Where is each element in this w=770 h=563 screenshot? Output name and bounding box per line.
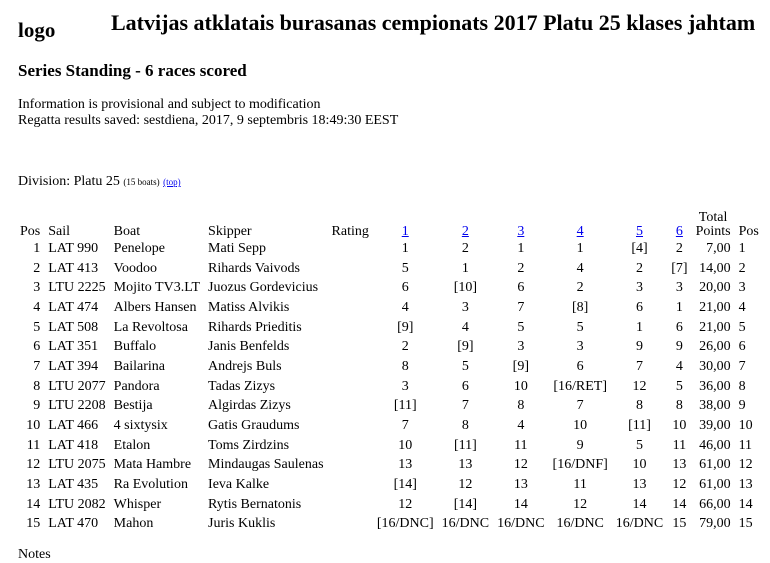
cell-sail: LAT 508 (48, 319, 99, 335)
cell-race-1: [11] (393, 398, 417, 414)
cell-race-6: 10 (672, 418, 687, 434)
cell-race-2: 2 (461, 240, 469, 256)
cell-race-4: 5 (576, 319, 584, 335)
cell-total-points: 26,00 (699, 339, 731, 355)
cell-pos: 6 (33, 339, 41, 355)
cell-race-3: 8 (517, 398, 525, 414)
cell-race-2: [14] (453, 496, 478, 512)
cell-race-1: 8 (401, 358, 409, 374)
cell-race-6: 5 (675, 378, 683, 394)
cell-sail: LAT 418 (48, 437, 99, 453)
cell-race-3: 2 (517, 260, 525, 276)
cell-race-2: [10] (453, 280, 478, 296)
cell-race-6: 15 (672, 516, 687, 532)
cell-total-points: 21,00 (699, 299, 731, 315)
cell-total-points: 61,00 (699, 457, 731, 473)
page-title: Latvijas atklatais burasanas cempionats 2017 Platu 25 klases jahtam (111, 10, 756, 35)
table-row (16, 337, 763, 357)
cell-race-3: 13 (513, 477, 528, 493)
race-1-link[interactable]: 1 (401, 224, 409, 239)
cell-total-points: 20,00 (699, 280, 731, 296)
col-pos-end: Pos (738, 224, 759, 239)
cell-race-6: 2 (675, 240, 683, 256)
cell-skipper: Mindaugas Saulenas (208, 457, 324, 473)
cell-race-4: 1 (576, 240, 584, 256)
cell-skipper: Rihards Prieditis (208, 319, 302, 335)
cell-sail: LAT 435 (48, 477, 99, 493)
series-subtitle: Series Standing - 6 races scored (18, 61, 247, 80)
cell-total-points: 14,00 (699, 260, 731, 276)
col-rating: Rating (331, 224, 369, 239)
table-row (16, 397, 763, 417)
cell-race-3: 7 (517, 299, 525, 315)
cell-skipper: Juris Kuklis (208, 516, 276, 532)
cell-race-2: 1 (461, 260, 469, 276)
cell-rating (328, 259, 373, 279)
cell-race-5: 16/DNC (615, 516, 664, 532)
cell-race-6: 13 (672, 457, 687, 473)
cell-race-1: 13 (398, 457, 413, 473)
cell-race-5: [11] (628, 418, 651, 434)
cell-boat: Ra Evolution (113, 477, 188, 493)
cell-sail: LTU 2208 (48, 398, 106, 414)
cell-sail: LAT 474 (48, 299, 99, 315)
header-row (16, 206, 763, 239)
cell-pos: 15 (26, 516, 41, 532)
cell-pos-end: 6 (738, 339, 746, 355)
cell-pos: 3 (33, 280, 41, 296)
cell-boat: Bestija (113, 398, 153, 414)
standings-table (16, 206, 763, 534)
cell-race-3: 3 (517, 339, 525, 355)
cell-race-2: 3 (461, 299, 469, 315)
cell-race-5: [4] (631, 240, 648, 256)
cell-rating (328, 298, 373, 318)
table-row (16, 298, 763, 318)
cell-total-points: 7,00 (706, 240, 731, 256)
cell-race-1: 12 (398, 496, 413, 512)
cell-race-1: 7 (401, 418, 409, 434)
cell-rating (328, 318, 373, 338)
cell-race-1: 4 (401, 299, 409, 315)
cell-race-6: [7] (671, 260, 688, 276)
cell-sail: LTU 2075 (48, 457, 106, 473)
col-boat: Boat (113, 224, 141, 239)
cell-race-6: 1 (675, 299, 683, 315)
cell-boat: Etalon (113, 437, 151, 453)
cell-race-6: 11 (672, 437, 687, 453)
cell-pos-end: 2 (738, 260, 746, 276)
cell-skipper: Ieva Kalke (208, 477, 270, 493)
cell-pos: 10 (26, 418, 41, 434)
cell-race-6: 9 (675, 339, 683, 355)
table-row (16, 456, 763, 476)
cell-skipper: Mati Sepp (208, 240, 266, 256)
cell-boat: 4 sixtysix (113, 418, 168, 434)
division-label: Division: Platu 25 (18, 174, 120, 189)
cell-skipper: Rihards Vaivods (208, 260, 300, 276)
notes-label: Notes (18, 547, 51, 562)
cell-skipper: Tadas Zizys (208, 378, 276, 394)
cell-boat: Mata Hambre (113, 457, 192, 473)
cell-rating (328, 278, 373, 298)
cell-race-4: 10 (573, 418, 588, 434)
points-label: Points (695, 224, 731, 239)
cell-race-4: 6 (576, 358, 584, 374)
cell-race-4: 2 (576, 280, 584, 296)
cell-pos-end: 1 (738, 240, 746, 256)
cell-race-3: 5 (517, 319, 525, 335)
cell-skipper: Algirdas Zizys (208, 398, 291, 414)
cell-skipper: Matiss Alvikis (208, 299, 290, 315)
cell-sail: LAT 466 (48, 418, 99, 434)
cell-skipper: Janis Benfelds (208, 339, 290, 355)
cell-race-1: 6 (401, 280, 409, 296)
cell-race-3: 14 (513, 496, 528, 512)
total-label: Total (698, 210, 728, 225)
cell-total-points: 36,00 (699, 378, 731, 394)
cell-race-1: 3 (401, 378, 409, 394)
cell-pos: 7 (33, 358, 41, 374)
race-4-link[interactable]: 4 (576, 224, 584, 239)
cell-race-1: 10 (398, 437, 413, 453)
cell-rating (328, 239, 373, 259)
cell-race-2: [9] (457, 339, 474, 355)
cell-pos: 2 (33, 260, 41, 276)
cell-total-points: 79,00 (699, 516, 731, 532)
cell-sail: LAT 413 (48, 260, 99, 276)
cell-race-3: 4 (517, 418, 525, 434)
cell-sail: LTU 2225 (48, 280, 106, 296)
cell-pos-end: 13 (738, 477, 753, 493)
cell-pos: 14 (26, 496, 41, 512)
cell-skipper: Juozus Gordevicius (208, 280, 319, 296)
provisional-notice: Information is provisional and subject to modification (18, 97, 321, 112)
cell-boat: Mojito TV3.LT (113, 280, 201, 296)
cell-pos: 4 (33, 299, 41, 315)
cell-rating (328, 475, 373, 495)
cell-pos: 13 (26, 477, 41, 493)
cell-race-5: 3 (636, 280, 643, 296)
cell-race-4: [16/RET] (553, 378, 607, 394)
cell-pos: 11 (26, 437, 41, 453)
race-5-link[interactable]: 5 (636, 224, 643, 239)
cell-race-6: 4 (675, 358, 683, 374)
cell-race-4: 4 (576, 260, 584, 276)
cell-race-4: 16/DNC (556, 516, 604, 532)
division-heading (18, 174, 181, 190)
table-row (16, 436, 763, 456)
cell-skipper: Gatis Graudums (208, 418, 300, 434)
cell-race-3: [9] (512, 358, 529, 374)
cell-race-1: [9] (397, 319, 414, 335)
cell-sail: LTU 2077 (48, 378, 106, 394)
cell-race-2: 8 (461, 418, 469, 434)
cell-boat: Penelope (113, 240, 165, 256)
cell-pos: 9 (33, 398, 41, 414)
cell-race-5: 13 (632, 477, 647, 493)
cell-race-4: 11 (573, 477, 587, 493)
cell-pos: 5 (33, 319, 41, 335)
table-row (16, 475, 763, 495)
cell-rating (328, 515, 373, 535)
cell-pos-end: 5 (738, 319, 746, 335)
cell-pos-end: 12 (738, 457, 753, 473)
cell-race-3: 1 (517, 240, 525, 256)
cell-race-3: 11 (514, 437, 528, 453)
logo: logo (18, 18, 56, 42)
cell-race-4: 3 (576, 339, 584, 355)
race-3-link[interactable]: 3 (517, 224, 525, 239)
cell-total-points: 39,00 (699, 418, 731, 434)
table-row (16, 239, 763, 259)
cell-race-5: 14 (632, 496, 647, 512)
cell-pos-end: 9 (738, 398, 746, 414)
info-block (18, 97, 398, 129)
table-row (16, 495, 763, 515)
cell-race-4: 9 (576, 437, 584, 453)
table-row (16, 259, 763, 279)
cell-race-2: 16/DNC (441, 516, 490, 532)
cell-boat: Mahon (113, 516, 154, 532)
cell-race-3: 12 (513, 457, 528, 473)
cell-race-6: 8 (675, 398, 683, 414)
cell-race-2: 13 (458, 457, 473, 473)
cell-race-6: 12 (672, 477, 687, 493)
cell-race-6: 14 (672, 496, 687, 512)
cell-race-1: 5 (401, 260, 409, 276)
cell-boat: Voodoo (113, 260, 157, 276)
cell-pos-end: 10 (738, 418, 753, 434)
cell-pos-end: 4 (738, 299, 746, 315)
cell-skipper: Toms Zirdzins (208, 437, 290, 453)
cell-race-5: 7 (636, 358, 643, 374)
table-row (16, 318, 763, 338)
table-row (16, 416, 763, 436)
cell-rating (328, 495, 373, 515)
cell-race-1: [16/DNC] (376, 516, 434, 532)
cell-race-4: [16/DNF] (552, 457, 608, 473)
cell-pos-end: 11 (738, 437, 753, 453)
race-6-link[interactable]: 6 (675, 224, 683, 239)
cell-race-4: 7 (576, 398, 584, 414)
cell-sail: LTU 2082 (48, 496, 106, 512)
cell-total-points: 38,00 (699, 398, 731, 414)
cell-rating (328, 397, 373, 417)
cell-race-6: 6 (675, 319, 683, 335)
cell-rating (328, 436, 373, 456)
cell-pos: 1 (33, 240, 41, 256)
cell-pos-end: 3 (738, 280, 746, 296)
cell-sail: LAT 470 (48, 516, 99, 532)
cell-boat: Bailarina (113, 358, 165, 374)
cell-sail: LAT 394 (48, 358, 99, 374)
cell-race-5: 12 (632, 378, 647, 394)
cell-boat: Albers Hansen (113, 299, 197, 315)
cell-race-1: 1 (401, 240, 409, 256)
col-skipper: Skipper (208, 224, 252, 239)
top-link[interactable]: (top) (163, 177, 181, 187)
cell-total-points: 21,00 (699, 319, 731, 335)
cell-race-2: 4 (461, 319, 469, 335)
cell-rating (328, 357, 373, 377)
cell-race-5: 9 (636, 339, 643, 355)
race-2-link[interactable]: 2 (461, 224, 469, 239)
cell-race-6: 3 (675, 280, 683, 296)
cell-pos: 8 (33, 378, 41, 394)
cell-pos-end: 8 (738, 378, 746, 394)
cell-race-3: 6 (517, 280, 525, 296)
cell-skipper: Andrejs Buls (208, 358, 282, 374)
cell-total-points: 61,00 (699, 477, 731, 493)
cell-race-5: 6 (636, 299, 643, 315)
col-total-points (692, 206, 735, 239)
cell-race-2: 7 (461, 398, 469, 414)
cell-race-1: [14] (393, 477, 417, 493)
cell-boat: Whisper (113, 496, 162, 512)
cell-race-4: 12 (573, 496, 588, 512)
col-pos: Pos (20, 224, 41, 239)
cell-race-5: 8 (636, 398, 643, 414)
cell-race-2: 5 (461, 358, 469, 374)
cell-race-2: [11] (453, 437, 477, 453)
cell-rating (328, 456, 373, 476)
table-row (16, 377, 763, 397)
cell-race-5: 10 (632, 457, 647, 473)
cell-skipper: Rytis Bernatonis (208, 496, 302, 512)
col-sail: Sail (48, 224, 71, 239)
cell-race-5: 1 (636, 319, 643, 335)
saved-timestamp: Regatta results saved: sestdiena, 2017, 9 septembris 18:49:30 EEST (18, 113, 399, 128)
cell-race-5: 2 (636, 260, 643, 276)
cell-race-2: 6 (461, 378, 469, 394)
cell-race-4: [8] (572, 299, 589, 315)
cell-sail: LAT 351 (48, 339, 99, 355)
cell-rating (328, 377, 373, 397)
cell-boat: La Revoltosa (113, 319, 188, 335)
cell-race-2: 12 (458, 477, 473, 493)
table-row (16, 357, 763, 377)
cell-pos-end: 7 (738, 358, 746, 374)
table-row (16, 515, 763, 535)
cell-boat: Buffalo (113, 339, 157, 355)
table-row (16, 278, 763, 298)
boat-count: (15 boats) (123, 177, 160, 187)
cell-pos: 12 (26, 457, 41, 473)
cell-race-3: 10 (513, 378, 528, 394)
cell-total-points: 46,00 (699, 437, 731, 453)
cell-sail: LAT 990 (48, 240, 99, 256)
cell-pos-end: 14 (738, 496, 753, 512)
cell-pos-end: 15 (738, 516, 753, 532)
cell-total-points: 30,00 (699, 358, 731, 374)
cell-rating (328, 416, 373, 436)
cell-boat: Pandora (113, 378, 160, 394)
cell-rating (328, 337, 373, 357)
cell-total-points: 66,00 (699, 496, 731, 512)
cell-race-5: 5 (636, 437, 643, 453)
cell-race-1: 2 (401, 339, 409, 355)
standings-body (16, 239, 763, 534)
cell-race-3: 16/DNC (497, 516, 545, 532)
